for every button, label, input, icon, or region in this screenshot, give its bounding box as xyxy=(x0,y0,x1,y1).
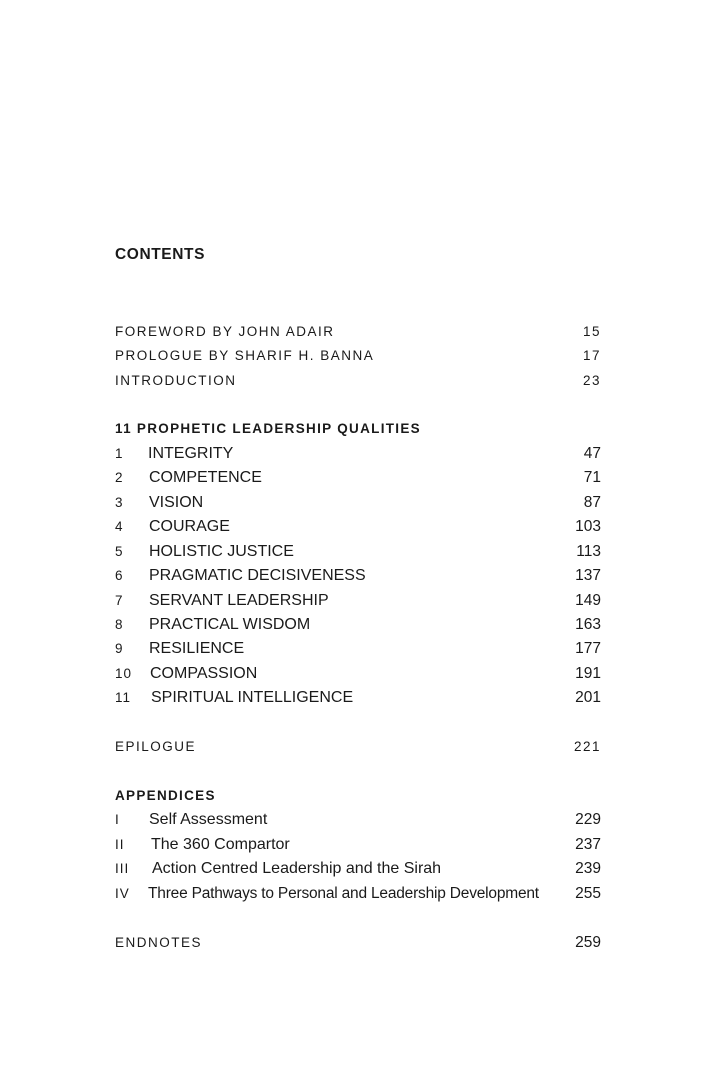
toc-entry-label: COURAGE xyxy=(149,518,230,535)
chapter-number: 5 xyxy=(115,544,124,559)
toc-entry-quality[interactable] xyxy=(115,663,601,685)
toc-entry-page: 113 xyxy=(576,543,601,560)
toc-entry-label: ENDNOTES xyxy=(115,935,203,950)
qualities-heading: 11 PROPHETIC LEADERSHIP QUALITIES xyxy=(115,421,421,436)
toc-entry-label: PRAGMATIC DECISIVENESS xyxy=(149,567,366,584)
toc-entry-prologue[interactable] xyxy=(115,345,601,367)
toc-entry-quality[interactable] xyxy=(115,687,601,709)
toc-entry-appendix[interactable] xyxy=(115,883,601,905)
chapter-number: 11 xyxy=(115,690,132,705)
chapter-number: 10 xyxy=(115,666,133,681)
toc-entry-label: The 360 Compartor xyxy=(151,836,290,853)
toc-entry-page: 163 xyxy=(575,616,601,633)
toc-entry-page: 259 xyxy=(575,934,601,951)
toc-entry-label: COMPASSION xyxy=(150,665,258,682)
chapter-number: 7 xyxy=(115,593,124,608)
toc-entry-appendix[interactable] xyxy=(115,858,601,880)
toc-entry-label: COMPETENCE xyxy=(149,469,262,486)
toc-entry-epilogue[interactable] xyxy=(115,736,601,758)
toc-entry-page: 15 xyxy=(582,324,601,339)
toc-entry-label: SERVANT LEADERSHIP xyxy=(149,592,329,609)
chapter-number: 8 xyxy=(115,617,124,632)
toc-entry-page: 229 xyxy=(575,811,601,828)
toc-entry-quality[interactable] xyxy=(115,492,601,514)
toc-entry-endnotes[interactable] xyxy=(115,932,601,954)
toc-entry-page: 17 xyxy=(582,348,601,363)
toc-entry-appendix[interactable] xyxy=(115,834,601,856)
contents-title: CONTENTS xyxy=(115,246,206,263)
chapter-number: 6 xyxy=(115,568,124,583)
appendices-heading: APPENDICES xyxy=(115,788,216,803)
toc-entry-label: Self Assessment xyxy=(149,811,268,828)
toc-entry-page: 23 xyxy=(582,373,601,388)
toc-entry-label: HOLISTIC JUSTICE xyxy=(149,543,294,560)
appendix-numeral: IV xyxy=(115,886,130,901)
toc-entry-label: Three Pathways to Personal and Leadership Development xyxy=(148,885,539,902)
toc-entry-label: INTRODUCTION xyxy=(115,373,237,388)
toc-entry-appendix[interactable] xyxy=(115,809,601,831)
toc-entry-label: INTEGRITY xyxy=(148,445,234,462)
toc-entry-label: FOREWORD BY JOHN ADAIR xyxy=(115,324,335,339)
toc-entry-introduction[interactable] xyxy=(115,370,601,392)
toc-entry-page: 221 xyxy=(573,739,601,754)
appendix-numeral: II xyxy=(115,837,125,852)
toc-entry-quality[interactable] xyxy=(115,541,601,563)
toc-entry-quality[interactable] xyxy=(115,467,601,489)
toc-entry-label: PROLOGUE BY SHARIF H. BANNA xyxy=(115,348,375,363)
toc-entry-quality[interactable] xyxy=(115,516,601,538)
chapter-number: 1 xyxy=(115,446,124,461)
toc-entry-page: 149 xyxy=(575,592,601,609)
toc-entry-quality[interactable] xyxy=(115,565,601,587)
toc-entry-label: EPILOGUE xyxy=(115,739,197,754)
chapter-number: 2 xyxy=(115,470,124,485)
toc-entry-page: 239 xyxy=(575,860,601,877)
toc-entry-page: 103 xyxy=(575,518,601,535)
toc-entry-quality[interactable] xyxy=(115,590,601,612)
toc-entry-page: 191 xyxy=(575,665,601,682)
toc-entry-page: 47 xyxy=(583,445,601,462)
toc-entry-quality[interactable] xyxy=(115,614,601,636)
toc-entry-page: 237 xyxy=(575,836,601,853)
toc-entry-page: 137 xyxy=(575,567,601,584)
toc-entry-foreword[interactable] xyxy=(115,321,601,343)
toc-entry-page: 71 xyxy=(583,469,601,486)
toc-entry-label: VISION xyxy=(149,494,204,511)
appendix-numeral: III xyxy=(115,861,130,876)
appendix-numeral: I xyxy=(115,812,120,827)
chapter-number: 9 xyxy=(115,641,124,656)
toc-entry-label: SPIRITUAL INTELLIGENCE xyxy=(151,689,354,706)
toc-entry-label: Action Centred Leadership and the Sirah xyxy=(152,860,442,877)
toc-entry-page: 87 xyxy=(583,494,601,511)
chapter-number: 4 xyxy=(115,519,124,534)
toc-entry-label: PRACTICAL WISDOM xyxy=(149,616,311,633)
toc-entry-page: 177 xyxy=(575,640,601,657)
toc-entry-quality[interactable] xyxy=(115,638,601,660)
toc-entry-quality[interactable] xyxy=(115,443,601,465)
toc-entry-label: RESILIENCE xyxy=(149,640,245,657)
chapter-number: 3 xyxy=(115,495,124,510)
toc-entry-page: 201 xyxy=(575,689,601,706)
toc-entry-page: 255 xyxy=(575,885,601,902)
